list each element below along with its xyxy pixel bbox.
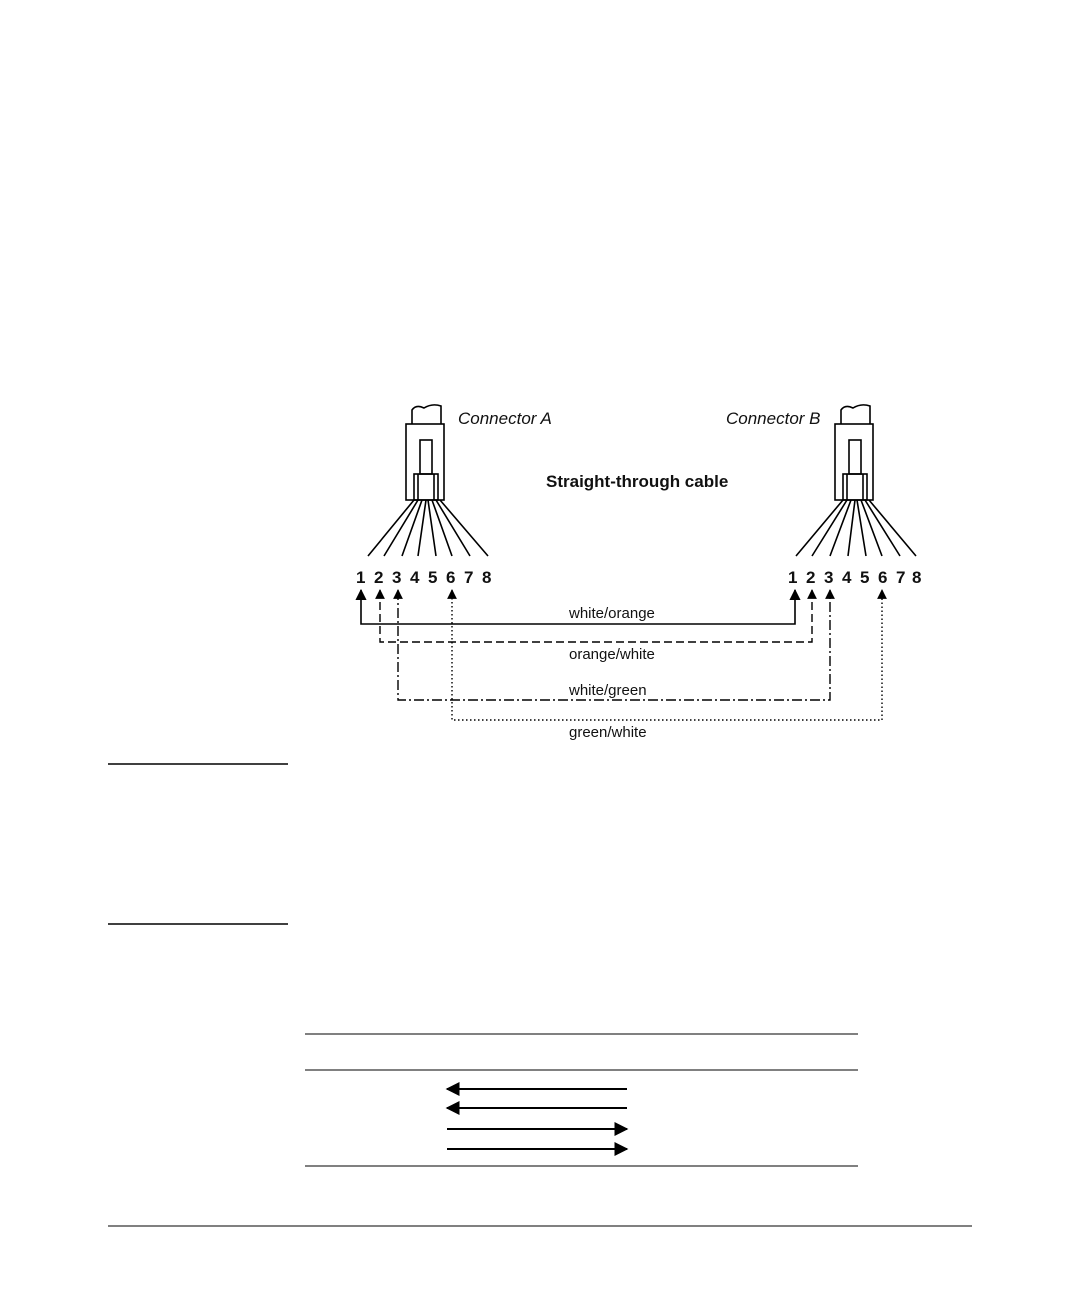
pin-label: 4 — [410, 568, 420, 587]
pin-label: 6 — [446, 568, 456, 587]
wire-label-white-orange: white/orange — [569, 605, 655, 622]
pin-label: 3 — [824, 568, 834, 587]
pin-label: 1 — [356, 568, 366, 587]
pin-label: 7 — [464, 568, 474, 587]
pin-label: 4 — [842, 568, 852, 587]
pin-label: 8 — [912, 568, 922, 587]
pin-label: 1 — [788, 568, 798, 587]
pin-label: 2 — [374, 568, 384, 587]
signal-table — [305, 1034, 858, 1166]
pin-label: 7 — [896, 568, 906, 587]
connector-a-pins — [356, 568, 491, 587]
pin-label: 5 — [860, 568, 870, 587]
diagram-title: Straight-through cable — [546, 472, 729, 491]
pin-label: 3 — [392, 568, 402, 587]
pin-label: 6 — [878, 568, 888, 587]
pin-label: 2 — [806, 568, 816, 587]
connector-a-label: Connector A — [458, 409, 552, 428]
connector-b-label: Connector B — [726, 409, 821, 428]
pin-label: 8 — [482, 568, 492, 587]
connector-b-pins — [788, 568, 921, 587]
wire-label-orange-white: orange/white — [569, 646, 655, 663]
pin-label: 5 — [428, 568, 438, 587]
wire-label-white-green: white/green — [569, 682, 647, 699]
wire-label-green-white: green/white — [569, 724, 647, 741]
